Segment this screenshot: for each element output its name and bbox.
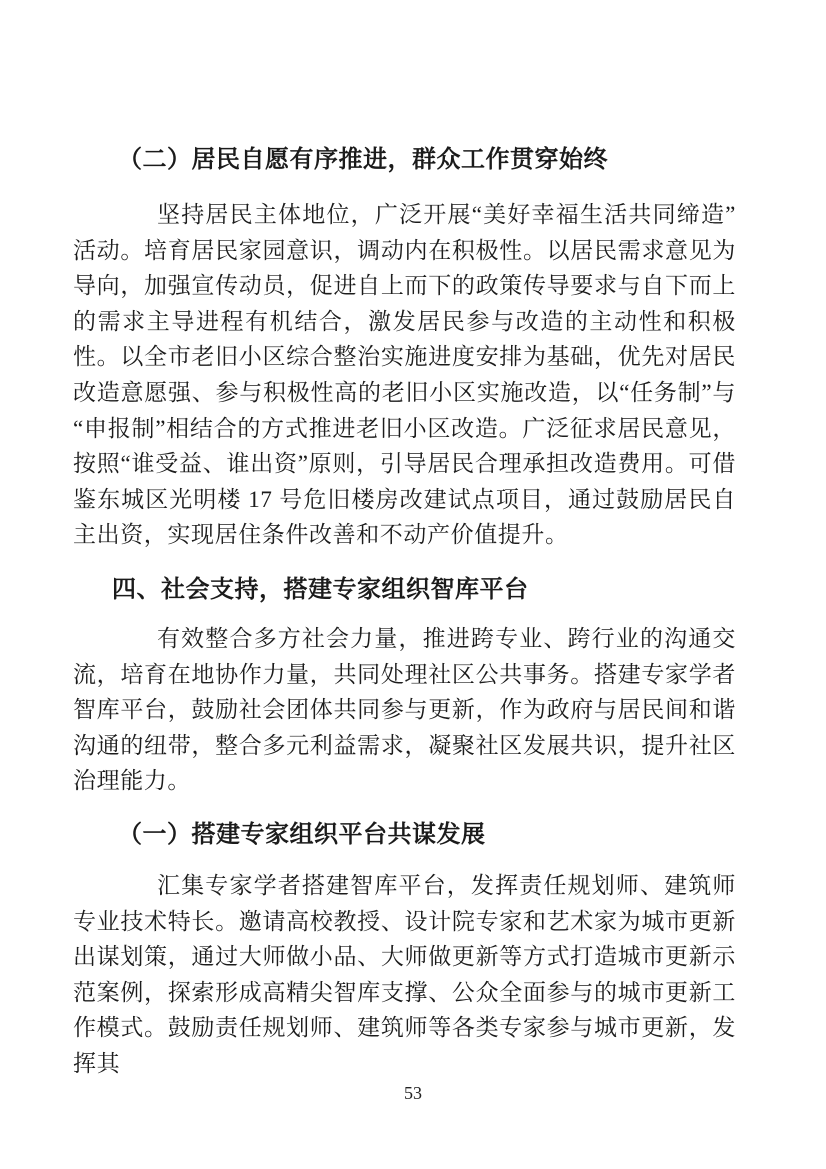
page-number: 53 (404, 1083, 422, 1103)
sub-section-heading-2: （二）居民自愿有序推进，群众工作贯穿始终 (118, 147, 608, 173)
paragraph-social-support: 有效整合多方社会力量，推进跨专业、跨行业的沟通交流，培育在地协作力量，共同处理社区公共事务。搭建专家学者智库平台，鼓励社会团体共同参与更新，作为政府与居民间和谐沟通的纽带，整合多元利益需求，凝聚社区发展共识，提升社区治理能力。 (73, 625, 736, 794)
sub-section-heading-1: （一）搭建专家组织平台共谋发展 (118, 821, 486, 848)
paragraph-expert-platform: 汇集专家学者搭建智库平台，发挥责任规划师、建筑师专业技术特长。邀请高校教授、设计院专家和艺术家为城市更新出谋划策，通过大师做小品、大师做更新等方式打造城市更新示范案例，探索形成高精尖智库支撑、公众全面参与的城市更新工作模式。鼓励责任规划师、建筑师等各类专家参与城市更新，发挥其 (73, 872, 736, 1076)
chapter-heading-4: 四、社会支持，搭建专家组织智库平台 (112, 575, 529, 603)
paragraph-resident-participation: 坚持居民主体地位，广泛开展“美好幸福生活共同缔造”活动。培育居民家园意识，调动内在积极性。以居民需求意见为导向，加强宣传动员，促进自上而下的政策传导要求与自下而上的需求主导进程有机结合，激发居民参与改造的主动性和积极性。以全市老旧小区综合整治实施进度安排为基础，优先对居民改造意愿强、参与积极性高的老旧小区实施改造，以“任务制”与“申报制”相结合的方式推进老旧小区改造。广泛征求居民意见，按照“谁受益、谁出资”原则，引导居民合理承担改造费用。可借鉴东城区光明楼 17 号危旧楼房改建试点项目，通过鼓励居民自主出资，实现居住条件改善和不动产价值提升。 (73, 202, 736, 548)
